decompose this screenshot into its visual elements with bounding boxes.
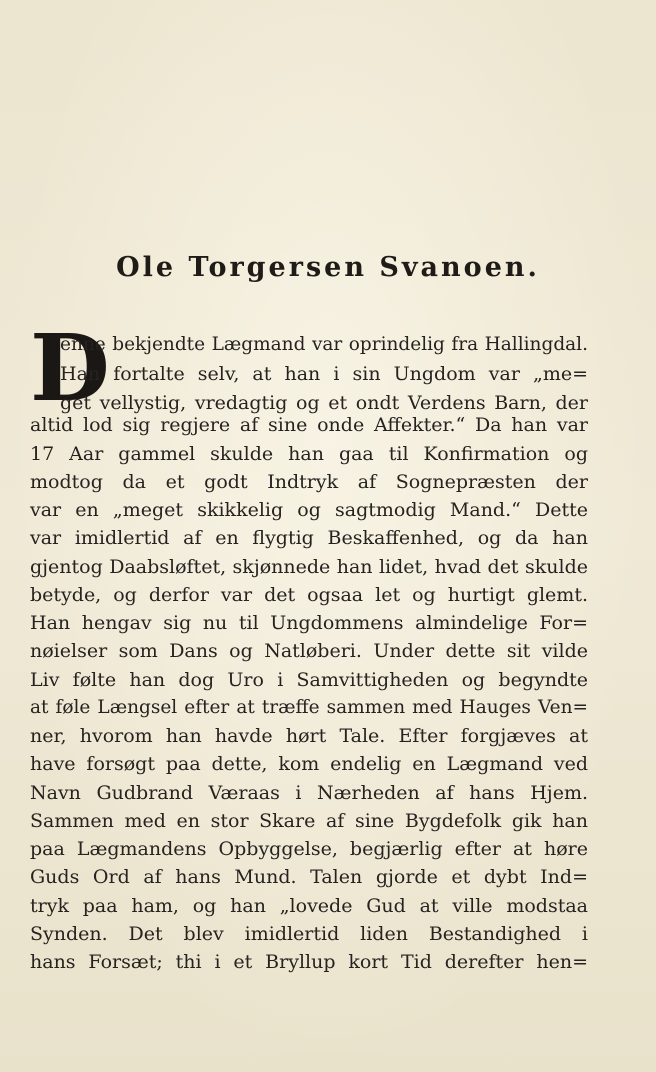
chapter-title: Ole Torgersen Svanoen. <box>116 252 540 283</box>
text-line: get vellystig, vredagtig og et ondt Verdens Barn, der <box>60 392 588 414</box>
text-line: tryk paa ham, og han „lovede Gud at ville modstaa <box>30 895 588 917</box>
text-line: enne bekjendte Lægmand var oprindelig fra Hallingdal. <box>60 334 588 355</box>
text-line: hans Forsæt; thi i et Bryllup kort Tid derefter hen= <box>30 951 588 973</box>
text-line: Navn Gudbrand Væraas i Nærheden af hans Hjem. <box>30 782 588 804</box>
text-line: paa Lægmandens Opbyggelse, begjærlig efter at høre <box>30 838 588 860</box>
text-line: ner, hvorom han havde hørt Tale. Efter forgjæves at <box>30 725 588 747</box>
text-line: gjentog Daabsløftet, skjønnede han lidet, hvad det skulde <box>30 556 588 578</box>
drop-cap-initial: D <box>30 314 110 422</box>
text-line: at føle Længsel efter at træffe sammen med Hauges Ven= <box>30 697 588 718</box>
text-line: var en „meget skikkelig og sagtmodig Mand.“ Dette <box>30 499 588 521</box>
text-line: nøielser som Dans og Natløberi. Under dette sit vilde <box>30 640 588 662</box>
text-line: var imidlertid af en flygtig Beskaffenhed, og da han <box>30 527 588 549</box>
text-line: Synden. Det blev imidlertid liden Bestandighed i <box>30 923 588 945</box>
text-line: Sammen med en stor Skare af sine Bygdefolk gik han <box>30 810 588 832</box>
text-line: Guds Ord af hans Mund. Talen gjorde et dybt Ind= <box>30 866 588 888</box>
text-line: have forsøgt paa dette, kom endelig en Lægmand ved <box>30 753 588 775</box>
text-line: Han hengav sig nu til Ungdommens almindelige For= <box>30 612 588 634</box>
text-line: 17 Aar gammel skulde han gaa til Konfirmation og <box>30 443 588 465</box>
text-line: altid lod sig regjere af sine onde Affekter.“ Da han var <box>30 414 588 436</box>
text-line: Liv følte han dog Uro i Samvittigheden og begyndte <box>30 669 588 691</box>
text-line: Han fortalte selv, at han i sin Ungdom var „me= <box>60 363 588 385</box>
text-line: modtog da et godt Indtryk af Sognepræsten der <box>30 471 588 493</box>
text-line: betyde, og derfor var det ogsaa let og hurtigt glemt. <box>30 584 588 606</box>
